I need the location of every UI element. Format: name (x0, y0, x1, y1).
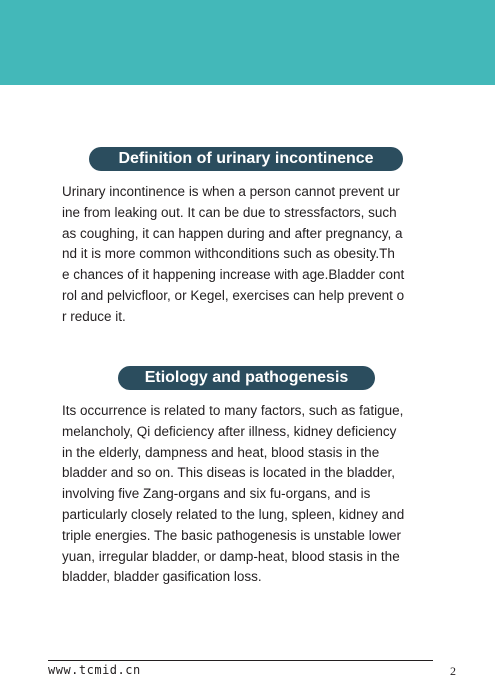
paragraph-line: in the elderly, dampness and heat, blood stasis in the (62, 444, 380, 460)
section-heading-etiology: Etiology and pathogenesis (118, 366, 375, 390)
footer-website-url: www.tcmid.cn (48, 663, 141, 677)
header-band (0, 0, 495, 85)
footer-divider (48, 660, 433, 661)
paragraph-line: rol and pelvicfloor, or Kegel, exercises can help prevent o (62, 287, 405, 303)
page-number: 2 (450, 664, 456, 678)
paragraph-line: Its occurrence is related to many factors, such as fatigue, (62, 403, 404, 418)
paragraph-line: nd it is more common withconditions such as obesity.Th (62, 246, 395, 262)
definition-paragraph (62, 182, 432, 328)
paragraph-line: bladder and so on. This diseas is located in the bladder, (62, 465, 395, 481)
paragraph-line: bladder, bladder gasification loss. (62, 569, 262, 585)
paragraph-line: ine from leaking out. It can be due to stressfactors, such (62, 204, 397, 220)
paragraph-line: triple energies. The basic pathogenesis is unstable lower (62, 527, 401, 543)
paragraph-line: e chances of it happening increase with age.Bladder cont (62, 267, 405, 283)
paragraph-line: r reduce it. (62, 308, 126, 324)
section-heading-definition: Definition of urinary incontinence (89, 147, 403, 171)
paragraph-line: yuan, irregular bladder, or damp-heat, blood stasis in the (62, 548, 400, 564)
paragraph-line: melancholy, Qi deficiency after illness, kidney deficiency (62, 423, 397, 439)
paragraph-line: involving five Zang-organs and six fu-organs, and is (62, 486, 371, 502)
paragraph-line: Urinary incontinence is when a person cannot prevent ur (62, 184, 400, 199)
paragraph-line: particularly closely related to the lung, spleen, kidney and (62, 506, 405, 522)
etiology-paragraph (62, 401, 432, 588)
paragraph-line: as coughing, it can happen during and after pregnancy, a (62, 225, 403, 241)
